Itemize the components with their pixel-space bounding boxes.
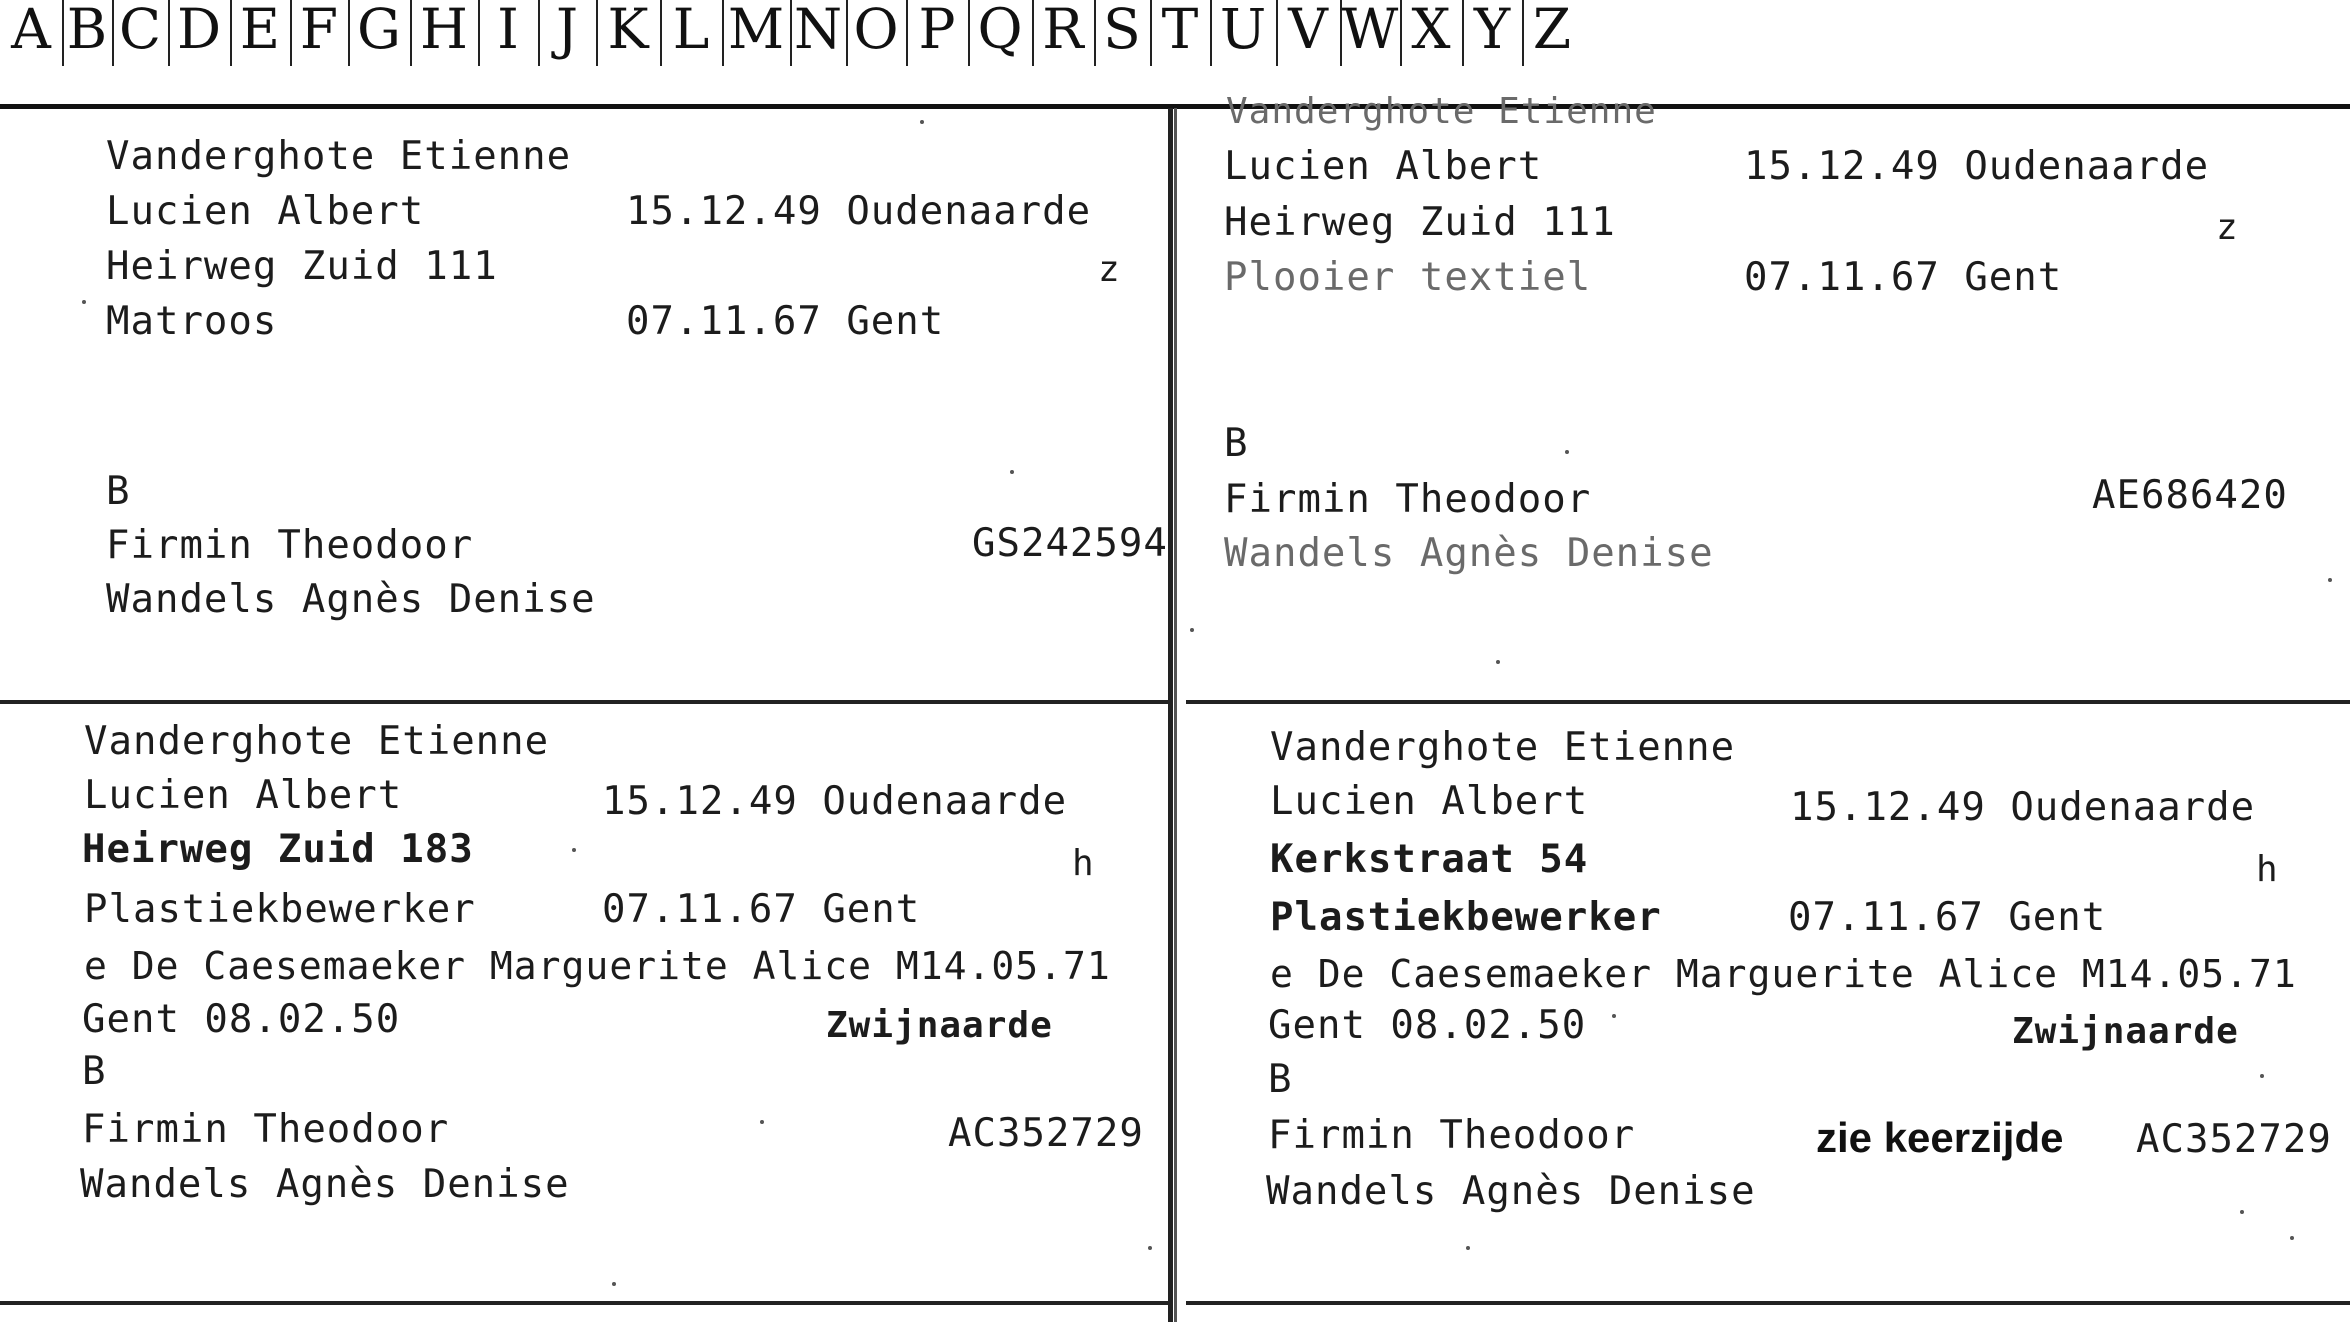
card-status-code: z: [1098, 249, 1121, 290]
card-marriage-place: Zwijnaarde: [2012, 1011, 2239, 1052]
card-marriage-place: Zwijnaarde: [826, 1005, 1053, 1046]
card-father: Firmin Theodoor: [106, 523, 474, 568]
card-row-divider-left: [0, 700, 1170, 704]
scan-speck: [572, 848, 576, 852]
card-status-code: z: [2216, 207, 2239, 248]
index-letter-c: C: [112, 0, 170, 66]
scan-speck: [1148, 1246, 1152, 1250]
card-stamp-see-reverse: zie keerzijde: [1816, 1114, 2064, 1161]
card-spouse-birth: Gent 08.02.50: [1268, 1003, 1587, 1048]
card-nationality: B: [1224, 421, 1249, 466]
card-address: Kerkstraat 54: [1270, 837, 1589, 882]
index-letter-e: E: [230, 0, 292, 66]
card-father: Firmin Theodoor: [1268, 1113, 1636, 1158]
card-document-number: AC352729: [948, 1111, 1144, 1156]
card-address: Heirweg Zuid 111: [1224, 200, 1616, 245]
card-occupation: Plastiekbewerker: [84, 887, 476, 932]
card-first-names: Lucien Albert: [84, 773, 403, 818]
index-letter-r: R: [1032, 0, 1096, 66]
index-letter-y: Y: [1462, 0, 1524, 66]
card-birth: 15.12.49 Oudenaarde: [602, 779, 1068, 824]
card-surname-given: Vanderghote Etienne: [106, 134, 572, 179]
card-nationality: B: [1268, 1057, 1293, 1102]
card-mother: Wandels Agnès Denise: [1224, 531, 1714, 576]
card-row-divider-right: [1186, 700, 2350, 704]
index-letter-i: I: [478, 0, 540, 66]
index-letter-x: X: [1400, 0, 1464, 66]
index-letter-b: B: [62, 0, 114, 66]
card-surname-given: Vanderghote Etienne: [1270, 725, 1736, 770]
index-letter-s: S: [1094, 0, 1152, 66]
card-father: Firmin Theodoor: [1224, 477, 1592, 522]
index-letter-u: U: [1210, 0, 1278, 66]
index-letter-a: A: [0, 0, 64, 66]
card-registration: 07.11.67 Gent: [602, 887, 921, 932]
card-birth: 15.12.49 Oudenaarde: [1790, 785, 2256, 830]
scan-speck: [2290, 1236, 2294, 1240]
index-letter-f: F: [290, 0, 350, 66]
card-spouse-birth: Gent 08.02.50: [82, 997, 401, 1042]
index-letter-m: M: [722, 0, 792, 66]
card-first-names: Lucien Albert: [106, 189, 425, 234]
card-address: Heirweg Zuid 183: [82, 827, 474, 872]
scan-speck: [1496, 660, 1500, 664]
scan-speck: [1010, 470, 1014, 474]
card-registration: 07.11.67 Gent: [1744, 255, 2063, 300]
card-column-divider-shadow: [1174, 108, 1177, 1322]
scan-speck: [1466, 1246, 1470, 1250]
index-letter-z: Z: [1532, 0, 1572, 61]
card-nationality: B: [82, 1049, 107, 1094]
index-letter-t: T: [1150, 0, 1212, 66]
index-letter-o: O: [846, 0, 908, 66]
card-birth: 15.12.49 Oudenaarde: [1744, 144, 2210, 189]
index-letter-w: W: [1340, 0, 1402, 66]
index-letter-v: V: [1276, 0, 1342, 66]
card-father: Firmin Theodoor: [82, 1107, 450, 1152]
card-birth: 15.12.49 Oudenaarde: [626, 189, 1092, 234]
card-document-number: AE686420: [2092, 473, 2288, 518]
card-document-number: GS242594: [972, 521, 1168, 566]
card-address: Heirweg Zuid 111: [106, 244, 498, 289]
index-letter-k: K: [596, 0, 662, 66]
scan-speck: [2328, 578, 2332, 582]
card-bottom-edge-left: [0, 1301, 1170, 1305]
index-letter-h: H: [410, 0, 480, 66]
index-letter-l: L: [660, 0, 724, 66]
scan-speck: [1612, 1014, 1616, 1018]
card-nationality: B: [106, 469, 131, 514]
card-status-code: h: [1072, 843, 1095, 884]
scan-speck: [2260, 1074, 2264, 1078]
scan-speck: [612, 1282, 616, 1286]
alphabet-index: [0, 0, 2350, 108]
card-first-names: Lucien Albert: [1224, 144, 1543, 189]
card-mother: Wandels Agnès Denise: [106, 577, 596, 622]
card-first-names: Lucien Albert: [1270, 779, 1589, 824]
index-letter-d: D: [168, 0, 232, 66]
card-status-code: h: [2256, 849, 2279, 890]
scan-speck: [82, 300, 86, 304]
card-document-number: AC352729: [2136, 1117, 2332, 1162]
card-occupation: Matroos: [106, 299, 278, 344]
card-column-divider: [1168, 108, 1173, 1322]
index-letter-g: G: [348, 0, 412, 66]
scan-speck: [920, 120, 924, 124]
index-letter-n: N: [790, 0, 848, 66]
scan-speck: [1190, 628, 1194, 632]
index-letter-p: P: [906, 0, 970, 66]
scan-speck: [2240, 1210, 2244, 1214]
card-surname-given: Vanderghote Etienne: [84, 719, 550, 764]
card-bottom-edge-right: [1186, 1301, 2350, 1305]
index-letter-j: J: [538, 0, 598, 66]
scan-speck: [760, 1120, 764, 1124]
card-mother: Wandels Agnès Denise: [1266, 1169, 1756, 1214]
index-letter-q: Q: [968, 0, 1034, 66]
card-registration: 07.11.67 Gent: [626, 299, 945, 344]
scan-speck: [1565, 450, 1569, 454]
card-spouse: e De Caesemaeker Marguerite Alice M14.05.71: [1270, 952, 2297, 996]
card-spouse: e De Caesemaeker Marguerite Alice M14.05.71: [84, 944, 1111, 988]
card-occupation: Plooier textiel: [1224, 255, 1592, 300]
card-surname-given: Vanderghote Etienne: [1226, 91, 1657, 132]
card-occupation: Plastiekbewerker: [1270, 895, 1662, 940]
card-mother: Wandels Agnès Denise: [80, 1162, 570, 1207]
card-registration: 07.11.67 Gent: [1788, 895, 2107, 940]
